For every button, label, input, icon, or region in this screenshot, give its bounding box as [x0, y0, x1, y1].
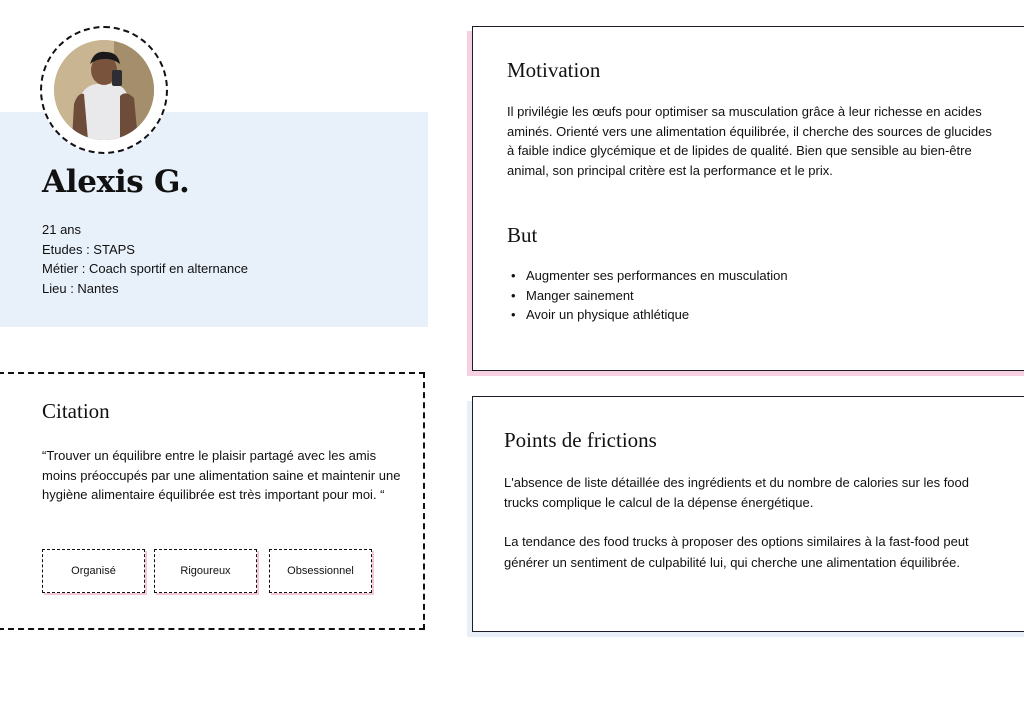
goal-title: But	[507, 223, 538, 247]
trait-tag: Obsessionnel	[269, 549, 372, 593]
friction-paragraph: La tendance des food trucks à proposer des options similaires à la fast-food peut générer un sentiment de culpabilité lui, qui cherche une alimentation équilibrée.	[504, 534, 969, 570]
frictions-title: Points de frictions	[504, 428, 657, 452]
trait-tag: Rigoureux	[154, 549, 257, 593]
fact-studies: Etudes : STAPS	[42, 241, 135, 257]
motivation-title: Motivation	[507, 58, 601, 82]
goal-text: Augmenter ses performances en musculation	[526, 268, 788, 283]
trait-tag: Organisé	[42, 549, 145, 593]
citation-quote: “Trouver un équilibre entre le plaisir partagé avec les amis moins préoccupés par une alimentation saine et maintenir une hygiène alimentaire équilibrée est très important pour moi. “	[42, 448, 401, 502]
bullet-icon: •	[511, 268, 516, 283]
persona-name: Alexis G.	[42, 164, 190, 200]
bullet-icon: •	[511, 287, 516, 303]
goal-item	[507, 266, 788, 286]
fact-job: Métier : Coach sportif en alternance	[42, 261, 248, 276]
motivation-text: Il privilégie les œufs pour optimiser sa musculation grâce à leur richesse en acides aminés. Orienté vers une alimentation équilibrée, il cherche des sources de glucides à faible indice glycémique et de lipides de qualité. Bien que sensible au bien-être animal, son principal critère est la performance et le prix.	[507, 104, 992, 178]
frictions-card	[472, 396, 1024, 632]
persona-facts	[42, 220, 248, 298]
citation-card	[0, 372, 425, 630]
goal-item	[507, 286, 788, 306]
friction-paragraph: L'absence de liste détaillée des ingrédients et du nombre de calories sur les food trucks complique le calcul de la dépense énergétique.	[504, 475, 969, 510]
goal-text: Manger sainement	[526, 287, 634, 303]
citation-title: Citation	[42, 399, 110, 423]
fact-age: 21 ans	[42, 222, 82, 237]
goal-list	[507, 266, 788, 325]
avatar	[54, 40, 154, 140]
motivation-card	[472, 26, 1024, 371]
bullet-icon: •	[511, 307, 516, 322]
profile-photo-icon	[54, 40, 154, 140]
goal-item	[507, 305, 788, 325]
avatar-frame	[40, 26, 168, 154]
fact-location: Lieu : Nantes	[42, 280, 119, 296]
goal-text: Avoir un physique athlétique	[526, 307, 690, 322]
